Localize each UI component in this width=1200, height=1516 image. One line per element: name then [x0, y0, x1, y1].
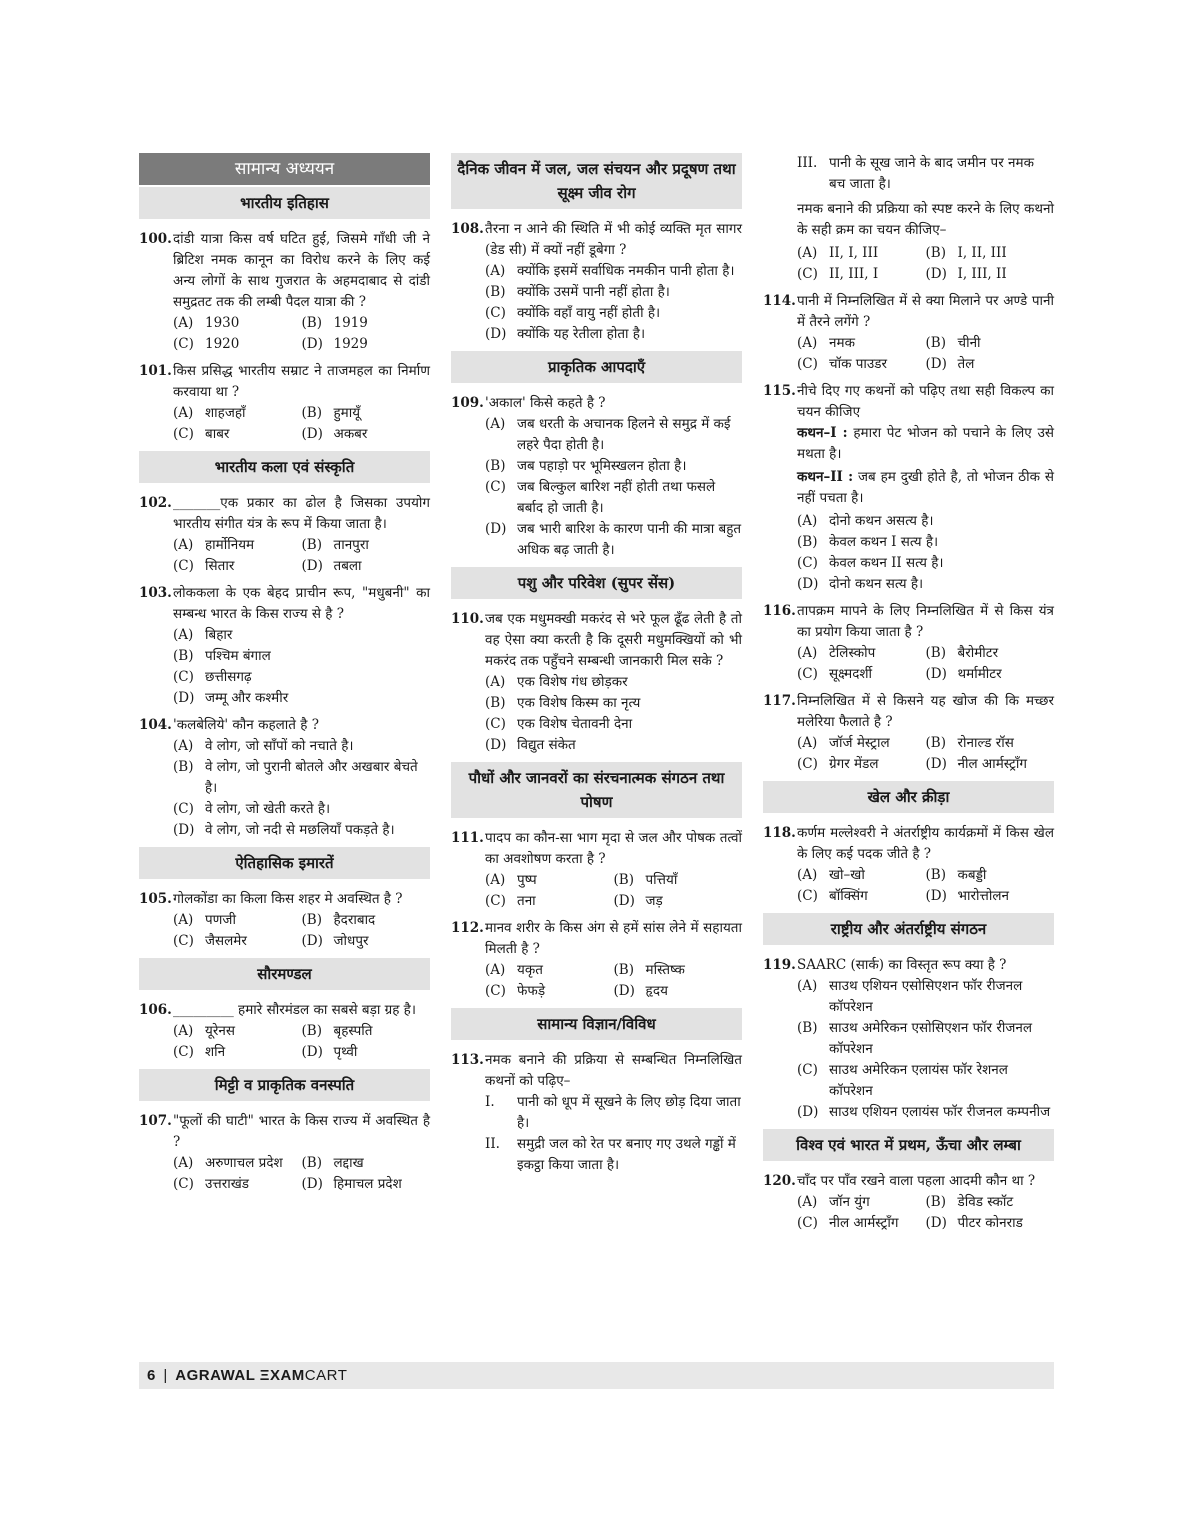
statement-label: कथन–I :: [797, 425, 848, 441]
statement-1: पानी को धूप में सूखने के लिए छोड़ दिया जाता है।: [517, 1094, 741, 1131]
section-disasters: प्राकृतिक आपदाएँ: [451, 351, 742, 383]
option-label: (A): [797, 335, 818, 351]
option-d: क्योंकि यह रेतीला होता है।: [517, 326, 646, 342]
option-c: शनि: [205, 1044, 226, 1060]
option-label: (C): [797, 1062, 818, 1078]
option-label: (C): [797, 266, 818, 282]
option-label: (B): [797, 1020, 818, 1036]
question-120: [763, 1171, 1054, 1234]
question-number: 107.: [139, 1113, 172, 1129]
option-label: (B): [301, 315, 322, 331]
option-label: (C): [173, 801, 194, 817]
option-label: (D): [301, 933, 323, 949]
section-general-science: सामान्य विज्ञान/विविध: [451, 1008, 742, 1040]
option-c: सूक्ष्मदर्शी: [829, 666, 873, 682]
option-b: एक विशेष किस्म का नृत्य: [517, 695, 641, 711]
question-number: 112.: [451, 920, 484, 936]
option-b: पश्चिम बंगाल: [205, 648, 271, 664]
option-label: (B): [173, 648, 194, 664]
question-number: 113.: [451, 1052, 484, 1068]
option-d: जब भारी बारिश के कारण पानी की मात्रा बहुत अधिक बढ़ जाती है।: [517, 521, 742, 558]
question-number: 118.: [763, 825, 796, 841]
option-label: (A): [173, 912, 194, 928]
option-a: बिहार: [205, 627, 233, 643]
option-label: (B): [301, 912, 322, 928]
question-text: 'कलबेलिये' कौन कहलाते है ?: [173, 717, 319, 733]
option-b: वे लोग, जो पुरानी बोतले और अखबार बेचते है।: [205, 759, 418, 796]
question-number: 105.: [139, 891, 172, 907]
question-text: पानी में निम्नलिखित में से क्या मिलाने पर अण्डे पानी में तैरने लगेंगे ?: [797, 293, 1054, 330]
option-label: (B): [613, 962, 634, 978]
question-number: 103.: [139, 585, 172, 601]
statement-label: II.: [485, 1136, 500, 1152]
page-footer: [139, 1362, 1054, 1389]
option-b: पत्तियाँ: [645, 872, 678, 888]
question-107: [139, 1111, 430, 1195]
question-text: कर्णम मल्लेश्वरी ने अंतर्राष्ट्रीय कार्यक्रमों में किस खेल के लिए कई पदक जीते है ?: [797, 825, 1054, 862]
question-number: 108.: [451, 221, 484, 237]
question-119: [763, 955, 1054, 1123]
option-c: साउथ अमेरिकन एलायंस फॉर रेशनल कॉपरेशन: [829, 1062, 1008, 1099]
question-118: [763, 823, 1054, 907]
option-label: (B): [301, 1023, 322, 1039]
option-c: चॉक पाउडर: [829, 356, 888, 372]
statement-text: जब हम दुखी होते है, तो भोजन ठीक से नहीं पचता है।: [797, 469, 1054, 506]
question-text: तैरना न आने की स्थिति में भी कोई व्यक्ति मृत सागर (डेड सी) में क्यों नहीं डूबेगा ?: [485, 221, 742, 258]
option-label: (B): [173, 759, 194, 775]
question-number: 102.: [139, 495, 172, 511]
column-1: [139, 153, 430, 1201]
option-a: टेलिस्कोप: [829, 645, 876, 661]
question-108: [451, 219, 742, 345]
option-label: (D): [925, 356, 947, 372]
section-solar-system: सौरमण्डल: [139, 958, 430, 990]
section-monuments: ऐतिहासिक इमारतें: [139, 847, 430, 879]
option-c: सितार: [205, 558, 235, 574]
option-b: बृहस्पति: [333, 1023, 373, 1039]
option-a: वे लोग, जो साँपों को नचाते है।: [205, 738, 354, 754]
option-c: एक विशेष चेतावनी देना: [517, 716, 633, 732]
option-label: (B): [485, 284, 506, 300]
section-firsts: विश्व एवं भारत में प्रथम, ऊँचा और लम्बा: [763, 1129, 1054, 1161]
option-label: (C): [485, 716, 506, 732]
option-label: (A): [173, 537, 194, 553]
option-a: जब धरती के अचानक हिलने से समुद्र में कई लहरे पैदा होती है।: [517, 416, 731, 453]
question-text: नमक बनाने की प्रक्रिया से सम्बन्धित निम्नलिखित कथनों को पढ़िए–: [485, 1052, 742, 1089]
question-text: 'अकाल' किसे कहते है ?: [485, 395, 606, 411]
option-label: (A): [797, 245, 818, 261]
option-c: ग्रेगर मेंडल: [829, 756, 879, 772]
option-d: पृथ्वी: [333, 1044, 358, 1060]
statement-3: पानी के सूख जाने के बाद जमीन पर नमक बच जाता है।: [829, 155, 1034, 192]
brand-logo-text-suffix: CART: [304, 1367, 348, 1384]
option-a: पणजी: [205, 912, 236, 928]
section-water: दैनिक जीवन में जल, जल संचयन और प्रदूषण तथा सूक्ष्म जीव रोग: [451, 153, 742, 209]
question-text: किस प्रसिद्ध भारतीय सम्राट ने ताजमहल का निर्माण करवाया था ?: [173, 363, 430, 400]
option-b: मस्तिष्क: [645, 962, 685, 978]
option-label: (D): [301, 426, 323, 442]
option-label: (C): [797, 756, 818, 772]
option-d: वे लोग, जो नदी से मछलियाँ पकड़ते है।: [205, 822, 395, 838]
question-114: [763, 291, 1054, 375]
option-d: जम्मू और कश्मीर: [205, 690, 289, 706]
option-label: (C): [173, 1044, 194, 1060]
option-a: नमक: [829, 335, 855, 351]
question-number: 116.: [763, 603, 796, 619]
option-label: (A): [485, 416, 506, 432]
option-a: यकृत: [517, 962, 543, 978]
option-d: नील आर्मस्ट्रॉंग: [957, 756, 1027, 772]
option-c: फेफड़े: [517, 983, 546, 999]
option-b: तानपुरा: [333, 537, 369, 553]
question-102: [139, 493, 430, 577]
option-label: (A): [173, 315, 194, 331]
question-number: 100.: [139, 231, 172, 247]
option-b: साउथ अमेरिकन एसोसिएशन फॉर रीजनल कॉपरेशन: [829, 1020, 1033, 1057]
question-number: 115.: [763, 383, 796, 399]
option-c: केवल कथन II सत्य है।: [829, 555, 944, 571]
option-label: (A): [797, 645, 818, 661]
question-text: पादप का कौन-सा भाग मृदा से जल और पोषक तत्वों का अवशोषण करता है ?: [485, 830, 742, 867]
option-c: उत्तराखंड: [205, 1176, 250, 1192]
option-c: बाबर: [205, 426, 230, 442]
question-101: [139, 361, 430, 445]
option-label: (D): [485, 326, 507, 342]
question-text: _________ हमारे सौरमंडल का सबसे बड़ा ग्रह है।: [173, 1002, 416, 1018]
question-text: नीचे दिए गए कथनों को पढ़िए तथा सही विकल्प का चयन कीजिए: [797, 383, 1054, 420]
question-text: निम्नलिखित में से किसने यह खोज की कि मच्छर मलेरिया फैलाते है ?: [797, 693, 1054, 730]
option-a: पुष्प: [517, 872, 537, 888]
option-a: खो–खो: [829, 867, 865, 883]
option-label: (C): [485, 305, 506, 321]
option-label: (B): [485, 695, 506, 711]
statement-label: I.: [485, 1094, 495, 1110]
option-b: I, II, III: [957, 245, 1007, 261]
question-115: [763, 381, 1054, 595]
option-a: क्योंकि इसमें सर्वाधिक नमकीन पानी होता है।: [517, 263, 735, 279]
question-110: [451, 609, 742, 756]
section-history: भारतीय इतिहास: [139, 187, 430, 219]
option-label: (B): [797, 534, 818, 550]
option-b: रोनाल्ड रॉस: [957, 735, 1014, 751]
option-label: (D): [925, 266, 947, 282]
option-a: यूरेनस: [205, 1023, 235, 1039]
option-label: (B): [301, 537, 322, 553]
option-b: जब पहाड़ो पर भूमिस्खलन होता है।: [517, 458, 687, 474]
option-b: बैरोमीटर: [957, 645, 999, 661]
option-label: (D): [925, 756, 947, 772]
question-100: [139, 229, 430, 355]
option-label: (D): [173, 690, 195, 706]
column-2: [451, 153, 742, 1182]
question-number: 117.: [763, 693, 796, 709]
brand-logo-text: AGRAWAL ΞXAM: [175, 1367, 305, 1384]
section-soil-vegetation: मिट्टी व प्राकृतिक वनस्पति: [139, 1069, 430, 1101]
option-label: (B): [925, 735, 946, 751]
option-b: 1919: [333, 315, 368, 331]
statement-label: III.: [797, 155, 818, 171]
option-a: 1930: [205, 315, 240, 331]
option-d: साउथ एशियन एलायंस फॉर रीजनल कम्पनीज: [829, 1104, 1051, 1120]
question-text: मानव शरीर के किस अंग से हमें सांस लेने में सहायता मिलती है ?: [485, 920, 742, 957]
option-label: (D): [301, 1176, 323, 1192]
question-number: 104.: [139, 717, 172, 733]
option-label: (C): [797, 888, 818, 904]
option-b: क्योंकि उसमें पानी नहीं होता है।: [517, 284, 670, 300]
question-text: जब एक मधुमक्खी मकरंद से भरे फूल ढूँढ लेती है तो वह ऐसा क्या करती है कि दूसरी मधुमक्खियों को भी मकरंद तक पहुँचने सम्बन्धी जानकारी मिल सके ?: [485, 611, 742, 669]
page-number: 6: [147, 1367, 156, 1384]
option-a: अरुणाचल प्रदेश: [205, 1155, 283, 1171]
option-d: पीटर कोनराड: [957, 1215, 1023, 1231]
question-number: 114.: [763, 293, 796, 309]
subject-header: सामान्य अध्ययन: [139, 153, 430, 185]
option-label: (D): [301, 558, 323, 574]
option-label: (C): [485, 983, 506, 999]
option-c: तना: [517, 893, 536, 909]
question-103: [139, 583, 430, 709]
question-text: लोककला के एक बेहद प्राचीन रूप, "मधुबनी" का सम्बन्ध भारत के किस राज्य से है ?: [173, 585, 430, 622]
statement-1: [763, 423, 1054, 465]
option-d: जोधपुर: [333, 933, 369, 949]
statement-text: हमारा पेट भोजन को पचाने के लिए उसे मथता है।: [797, 425, 1054, 462]
option-label: (C): [797, 555, 818, 571]
option-d: अकबर: [333, 426, 368, 442]
option-label: (D): [797, 1104, 819, 1120]
question-116: [763, 601, 1054, 685]
question-113-continued: [763, 153, 1054, 285]
option-label: (A): [173, 405, 194, 421]
section-organisations: राष्ट्रीय और अंतर्राष्ट्रीय संगठन: [763, 913, 1054, 945]
option-b: लद्दाख: [333, 1155, 364, 1171]
question-number: 119.: [763, 957, 796, 973]
option-label: (A): [797, 978, 818, 994]
option-a: शाहजहाँ: [205, 405, 246, 421]
statement-2: [763, 467, 1054, 509]
option-d: तबला: [333, 558, 362, 574]
question-text: तापक्रम मापने के लिए निम्नलिखित में से किस यंत्र का प्रयोग किया जाता है ?: [797, 603, 1054, 640]
option-d: हिमाचल प्रदेश: [333, 1176, 402, 1192]
option-a: II, I, III: [829, 245, 879, 261]
option-b: हुमायूँ: [333, 405, 361, 421]
question-106: [139, 1000, 430, 1063]
option-d: तेल: [957, 356, 975, 372]
question-number: 106.: [139, 1002, 172, 1018]
option-c: क्योंकि वहाँ वायु नहीं होती है।: [517, 305, 661, 321]
option-label: (D): [925, 888, 947, 904]
option-label: (C): [173, 1176, 194, 1192]
option-label: (C): [173, 336, 194, 352]
question-text: चाँद पर पाँव रखने वाला पहला आदमी कौन था ?: [797, 1173, 1036, 1189]
option-a: दोनो कथन असत्य है।: [829, 513, 934, 529]
option-label: (A): [797, 1194, 818, 1210]
option-c: छत्तीसगढ़: [205, 669, 252, 685]
option-d: हृदय: [645, 983, 668, 999]
option-d: भारोत्तोलन: [957, 888, 1009, 904]
option-b: चीनी: [957, 335, 981, 351]
option-d: थर्मामीटर: [957, 666, 1002, 682]
question-number: 120.: [763, 1173, 796, 1189]
question-111: [451, 828, 742, 912]
option-b: केवल कथन I सत्य है।: [829, 534, 939, 550]
option-c: जब बिल्कुल बारिश नहीं होती तथा फसले बर्बाद हो जाती है।: [517, 479, 716, 516]
option-c: बॉक्सिंग: [829, 888, 868, 904]
option-a: साउथ एशियन एसोसिएशन फॉर रीजनल कॉपरेशन: [829, 978, 1023, 1015]
option-c: नील आर्मस्ट्रॉंग: [829, 1215, 899, 1231]
option-label: (A): [173, 738, 194, 754]
option-label: (A): [485, 263, 506, 279]
question-text: "फूलों की घाटी" भारत के किस राज्य में अवस्थित है ?: [173, 1113, 430, 1150]
option-a: जॉन युंग: [829, 1194, 870, 1210]
option-c: जैसलमेर: [205, 933, 247, 949]
question-113: [451, 1050, 742, 1176]
option-label: (B): [925, 1194, 946, 1210]
option-b: कबड्डी: [957, 867, 987, 883]
option-a: एक विशेष गंध छोड़कर: [517, 674, 628, 690]
option-label: (C): [173, 669, 194, 685]
section-animals: पशु और परिवेश (सुपर सेंस): [451, 567, 742, 599]
option-d: विद्युत संकेत: [517, 737, 576, 753]
option-label: (B): [613, 872, 634, 888]
option-label: (D): [173, 822, 195, 838]
option-label: (A): [485, 674, 506, 690]
option-label: (D): [485, 737, 507, 753]
option-d: I, III, II: [957, 266, 1007, 282]
option-label: (D): [613, 983, 635, 999]
option-label: (A): [797, 867, 818, 883]
option-label: (A): [797, 735, 818, 751]
option-label: (C): [797, 356, 818, 372]
option-d: 1929: [333, 336, 368, 352]
question-text: _______एक प्रकार का ढोल है जिसका उपयोग भारतीय संगीत यंत्र के रूप में किया जाता है।: [173, 495, 430, 532]
statement-label: कथन–II :: [797, 469, 854, 485]
option-label: (B): [925, 645, 946, 661]
option-label: (A): [797, 513, 818, 529]
question-number: 110.: [451, 611, 484, 627]
option-label: (C): [485, 479, 506, 495]
question-text: SAARC (सार्क) का विस्तृत रूप क्या है ?: [797, 957, 1007, 973]
question-104: [139, 715, 430, 841]
option-label: (B): [925, 335, 946, 351]
option-label: (B): [925, 245, 946, 261]
option-label: (A): [173, 627, 194, 643]
question-number: 109.: [451, 395, 484, 411]
option-c: 1920: [205, 336, 240, 352]
option-label: (C): [173, 558, 194, 574]
option-label: (C): [797, 666, 818, 682]
footer-separator: |: [163, 1367, 168, 1384]
statement-2: समुद्री जल को रेत पर बनाए गए उथले गड्ढों में इकट्ठा किया जाता है।: [517, 1136, 736, 1173]
option-label: (C): [173, 933, 194, 949]
option-label: (D): [925, 666, 947, 682]
section-art-culture: भारतीय कला एवं संस्कृति: [139, 451, 430, 483]
option-b: डेविड स्कॉट: [957, 1194, 1014, 1210]
option-label: (C): [797, 1215, 818, 1231]
option-label: (D): [613, 893, 635, 909]
question-prompt: नमक बनाने की प्रक्रिया को स्पष्ट करने के लिए कथनो के सही क्रम का चयन कीजिए–: [797, 201, 1054, 238]
option-label: (C): [485, 893, 506, 909]
option-label: (D): [301, 1044, 323, 1060]
column-3: [763, 153, 1054, 1240]
question-text: गोलकोंडा का किला किस शहर मे अवस्थित है ?: [173, 891, 403, 907]
option-label: (D): [301, 336, 323, 352]
option-c: वे लोग, जो खेती करते है।: [205, 801, 331, 817]
section-sports: खेल और क्रीड़ा: [763, 781, 1054, 813]
option-d: जड़: [645, 893, 663, 909]
option-b: हैदराबाद: [333, 912, 376, 928]
option-label: (B): [301, 1155, 322, 1171]
question-number: 101.: [139, 363, 172, 379]
option-a: जॉर्ज मेस्ट्राल: [829, 735, 890, 751]
option-label: (B): [301, 405, 322, 421]
option-label: (B): [485, 458, 506, 474]
option-c: II, III, I: [829, 266, 879, 282]
option-label: (A): [173, 1155, 194, 1171]
option-a: हार्मोनियम: [205, 537, 255, 553]
option-label: (C): [173, 426, 194, 442]
question-text: दांडी यात्रा किस वर्ष घटित हुई, जिसमे गाँधी जी ने ब्रिटिश नमक कानून का विरोध करने के लिए कई अन्य लोगों के साथ गुजरात के अहमदाबाद से दांडी समुद्रतट तक की लम्बी पैदल यात्रा की ?: [173, 231, 430, 310]
option-label: (D): [925, 1215, 947, 1231]
option-label: (A): [173, 1023, 194, 1039]
question-109: [451, 393, 742, 561]
section-plants-animals: पौधों और जानवरों का संरचनात्मक संगठन तथा पोषण: [451, 762, 742, 818]
question-117: [763, 691, 1054, 775]
option-label: (B): [925, 867, 946, 883]
option-d: दोनो कथन सत्य है।: [829, 576, 924, 592]
option-label: (A): [485, 872, 506, 888]
question-112: [451, 918, 742, 1002]
question-105: [139, 889, 430, 952]
question-number: 111.: [451, 830, 484, 846]
option-label: (D): [797, 576, 819, 592]
option-label: (A): [485, 962, 506, 978]
option-label: (D): [485, 521, 507, 537]
